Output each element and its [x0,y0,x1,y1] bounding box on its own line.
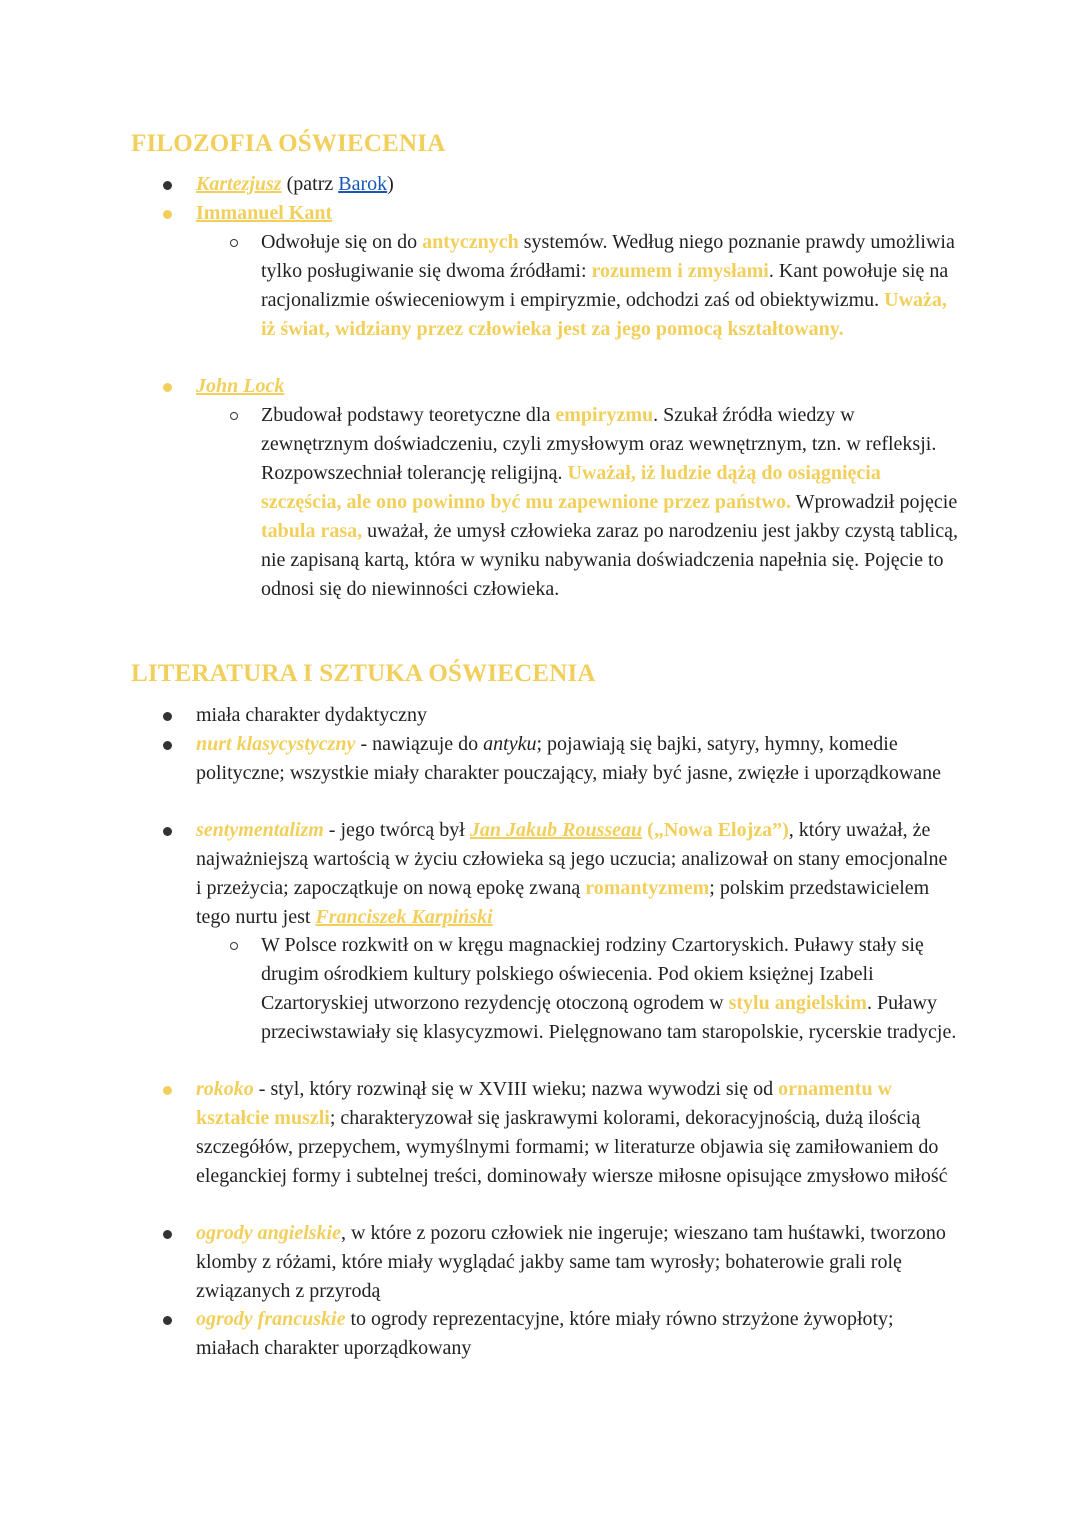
list-item-john-lock [196,372,956,401]
text: W Polsce rozkwitł on w kręgu magnackiej rodziny Czartoryskich. Puławy stały się drugim ośrodkiem kultury polskiego oświecenia. Pod okiem księżnej Izabeli Czartoryskiej utworzono rezydencję otoczoną ogrodem w [261,934,924,1014]
bullet-icon [163,181,172,190]
highlight: Uważa, iż świat, widziany przez człowieka jest za jego pomocą kształtowany. [261,289,947,340]
text: , w które z pozoru człowiek nie ingeruje; wieszano tam huśtawki, tworzono klomby z różami, które miały wyglądać jakby same tam wyrosły; bohaterowie grali rolę związanych z przyrodą [196,1222,946,1302]
highlight: empiryzmu [555,404,654,426]
list-subitem-kant-description [261,228,961,344]
text: - nawiązuje do [355,733,484,755]
list-subitem-lock-description [261,401,961,604]
text: . Kant powołuje się na racjonalizmie oświeceniowym i empiryzmie, odchodzi zaś od obiektywizmu. [261,260,949,311]
text: ; polskim przedstawicielem tego nurtu jest [196,877,930,928]
highlight: tabula rasa, [261,520,363,542]
bullet-icon [163,210,172,219]
list-item-ogrody-angielskie [196,1219,956,1306]
list-item-rokoko [196,1075,956,1191]
highlight: ornamentu w kształcie muszli [196,1078,893,1129]
highlight: („Nowa Elojza”) [642,819,789,841]
term: ogrody francuskie [196,1308,346,1330]
link-karpinski[interactable]: Franciszek Karpiński [315,906,493,928]
list-item-ogrody-francuskie [196,1305,956,1363]
text: ; pojawiają się bajki, satyry, hymny, komedie polityczne; wszystkie miały charakter pouczający, miały być jasne, zwięzłe i uporządkowane [196,733,942,784]
text: - styl, który rozwinął się w XVIII wieku; nazwa wywodzi się od [253,1078,779,1100]
sub-bullet-icon [230,412,238,420]
link-kartezjusz[interactable]: Kartezjusz [196,173,282,195]
bullet-icon [163,827,172,836]
list-item-dydaktyczny [196,701,956,730]
list-item-sentymentalizm [196,816,956,932]
bullet-icon [163,383,172,392]
text: ; charakteryzował się jaskrawymi kolorami, dekoracyjnością, dużą ilością szczegółów, przepychem, wymyślnymi formami; w literaturze objawia się zamiłowaniem do eleganckiej formy i subtelnej treści, dominowały wiersze miłosne opisujące zmysłowo miłość [196,1107,948,1187]
sub-bullet-icon [230,239,238,247]
sub-bullet-icon [230,942,238,950]
text: Wprowadził pojęcie [790,491,958,513]
text: systemów. Według niego poznanie prawdy umożliwia tylko posługiwanie się dwoma źródłami: [261,231,955,282]
list-item-kant [196,199,956,228]
text: - jego twórcą był [323,819,470,841]
term: nurt klasycystyczny [196,733,356,755]
highlight: stylu angielskim [728,992,867,1014]
text: . Szukał źródła wiedzy w zewnętrznym doświadczeniu, czyli zmysłowym oraz wewnętrznym, tzn. w refleksji. Rozpowszechniał tolerancję religijną. [261,404,937,484]
text: (patrz [286,173,339,195]
term: sentymentalizm [196,819,324,841]
section-heading-filozofia: FILOZOFIA OŚWIECENIA [131,130,446,157]
highlight: antycznych [422,231,519,253]
text: , który uważał, że najważniejszą wartością w życiu człowieka są jego uczucia; analizował on stany emocjonalne i przeżycia; zapoczątkuje on nową epokę zwaną [196,819,948,899]
link-rousseau[interactable]: Jan Jakub Rousseau [469,819,643,841]
highlight: Uważał, iż ludzie dążą do osiągnięcia szczęścia, ale ono powinno być mu zapewnione przez państwo. [261,462,881,513]
bullet-icon [163,1086,172,1095]
text: uważał, że umysł człowieka zaraz po narodzeniu jest jakby czystą tablicą, nie zapisaną kartą, która w wyniku nabywania doświadczenia napełnia się. Pojęcie to odnosi się do niewinności człowieka. [261,520,958,600]
text: Zbudował podstawy teoretyczne dla [261,404,556,426]
highlight: rozumem i zmysłami [591,260,769,282]
list-item-klasycyzm [196,730,956,788]
text: Odwołuje się on do [261,231,423,253]
text: to ogrody reprezentacyjne, które miały równo strzyżone żywopłoty; miałach charakter uporządkowany [196,1308,894,1359]
term: ogrody angielskie [196,1222,341,1244]
link-john-lock[interactable]: John Lock [196,375,285,397]
bullet-icon [163,1230,172,1239]
list-subitem-pulawy [261,931,961,1047]
bullet-icon [163,1316,172,1325]
section-heading-literatura: LITERATURA I SZTUKA OŚWIECENIA [131,660,596,687]
text: miała charakter dydaktyczny [196,704,427,726]
list-item-kartezjusz [196,170,956,199]
text: ) [387,173,394,195]
link-immanuel-kant[interactable]: Immanuel Kant [196,202,333,224]
text-italic: antyku [483,733,537,755]
bullet-icon [163,712,172,721]
term: rokoko [196,1078,254,1100]
highlight: romantyzmem [585,877,710,899]
text: . Puławy przeciwstawiały się klasycyzmowi. Pielęgnowano tam staropolskie, rycerskie tradycje. [261,992,957,1043]
bullet-icon [163,741,172,750]
link-barok[interactable]: Barok [338,173,388,195]
